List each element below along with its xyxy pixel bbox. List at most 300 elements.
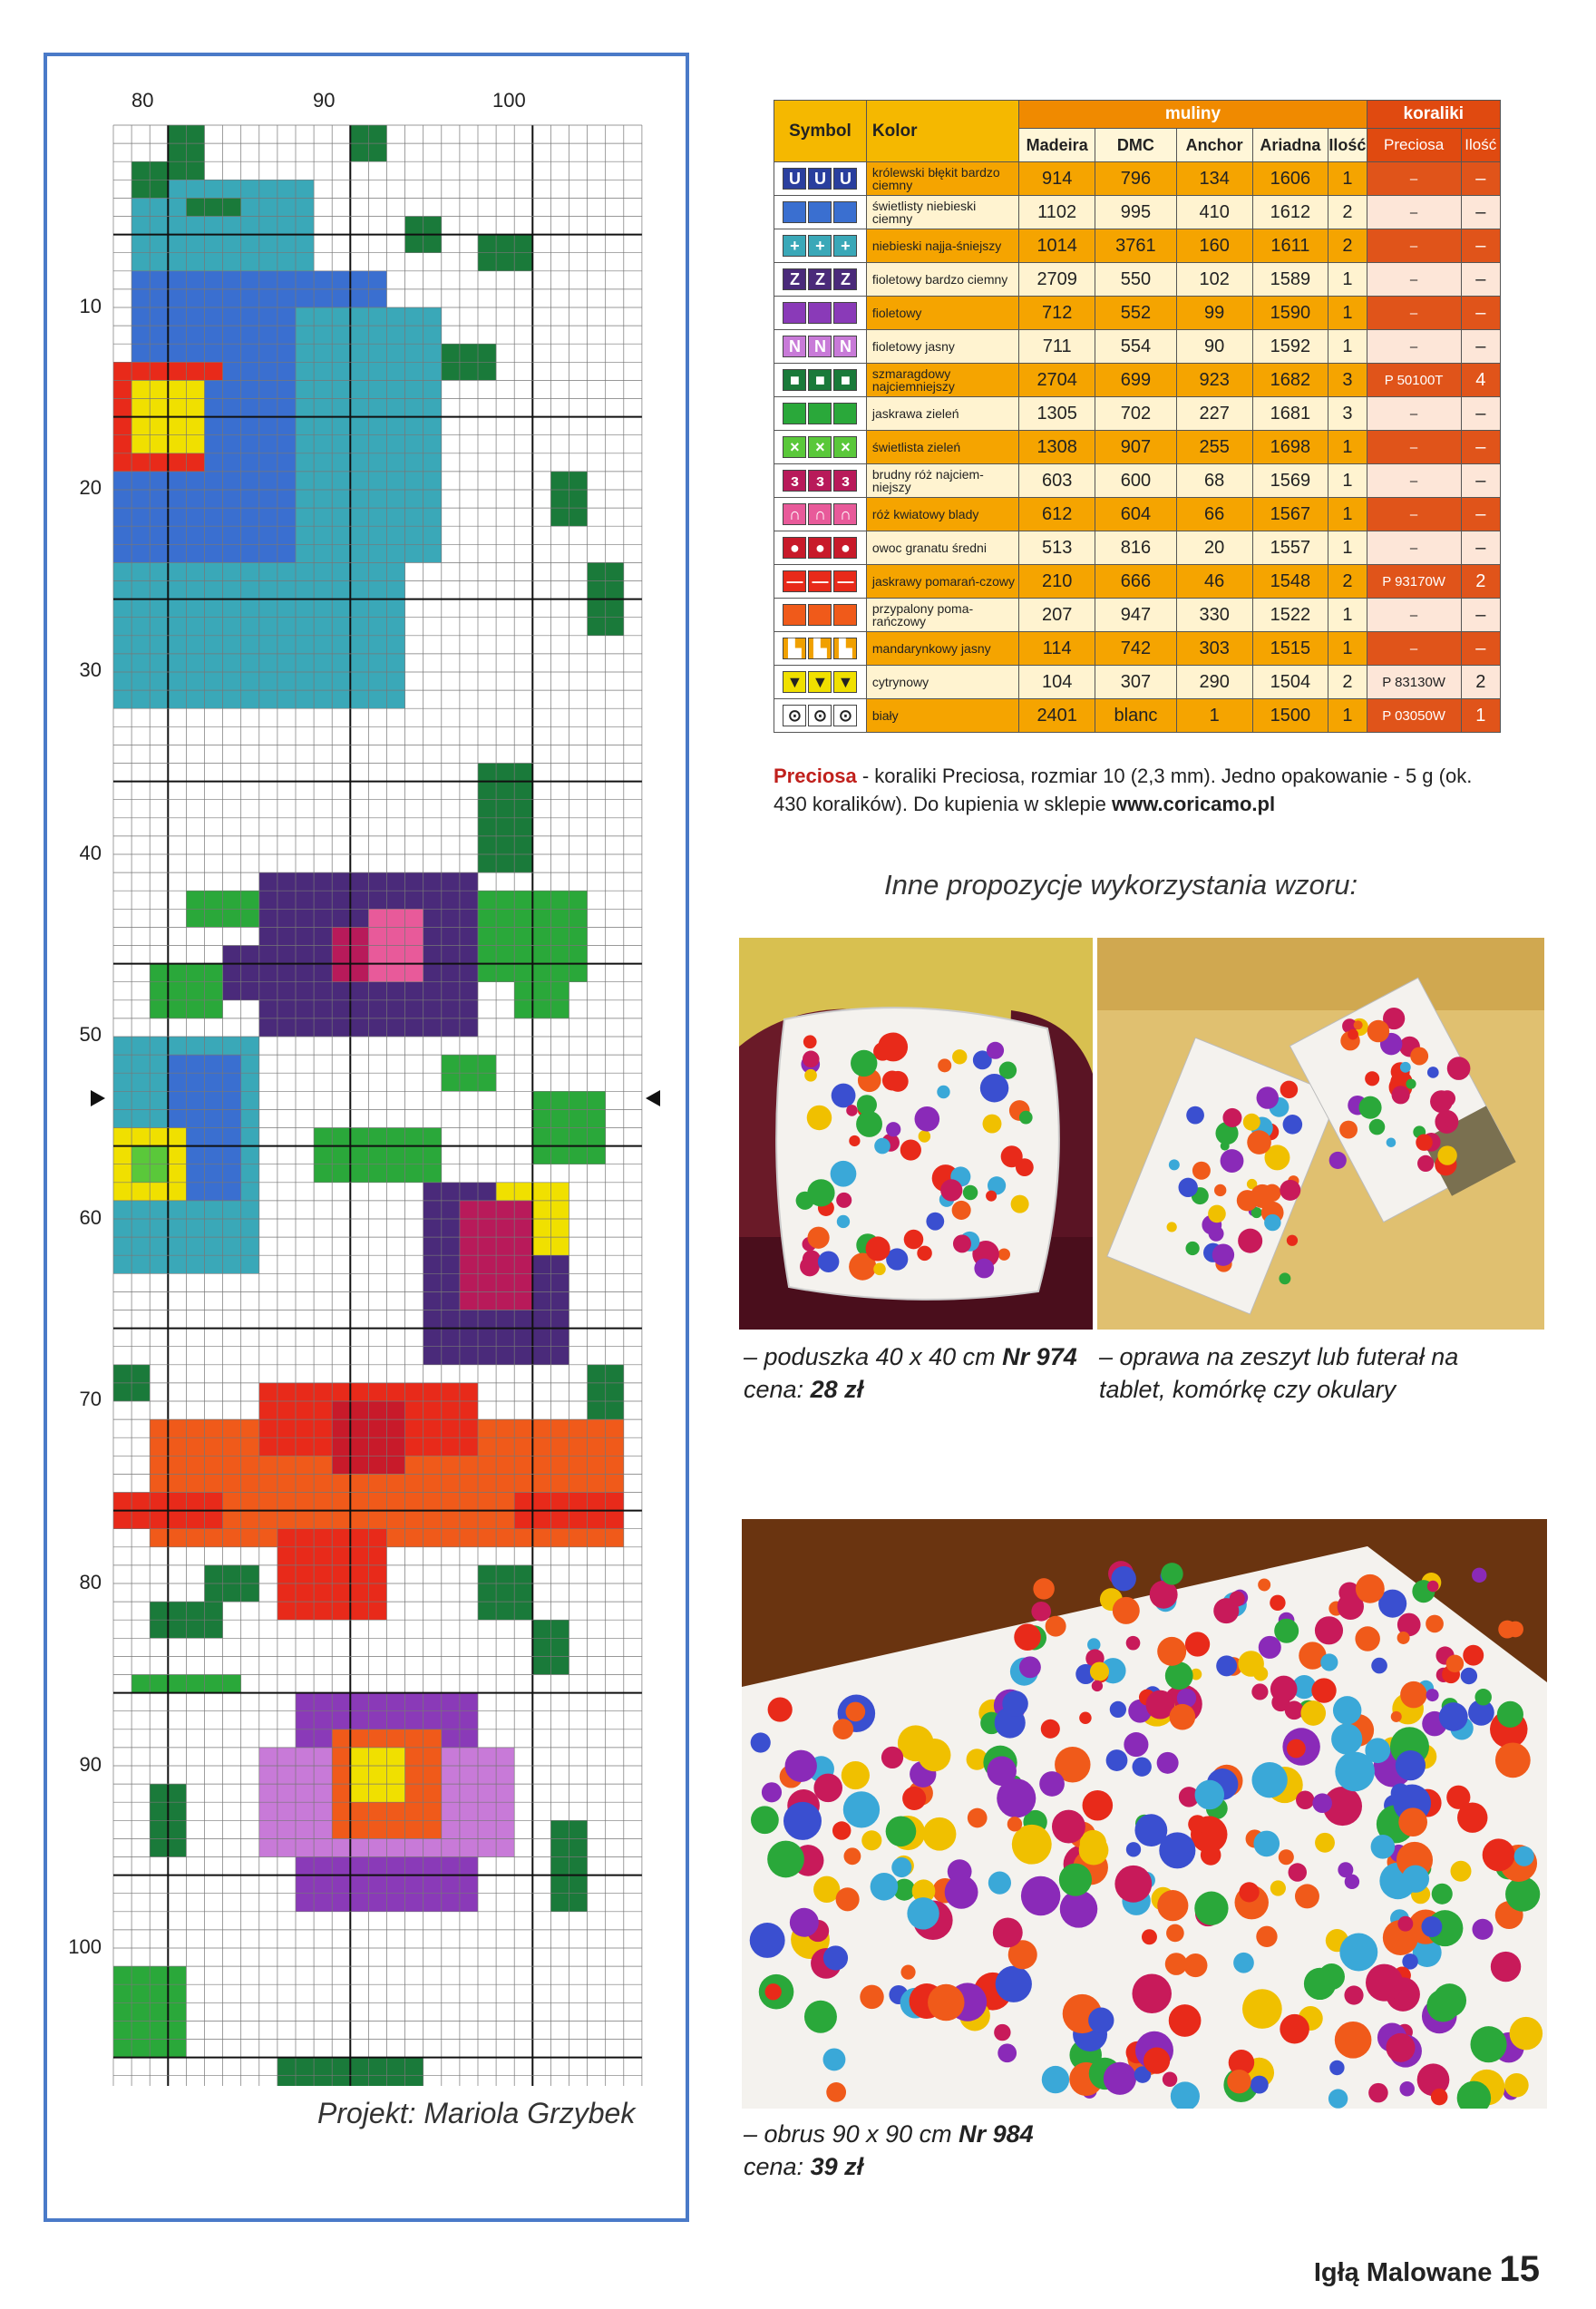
embroidered-flower xyxy=(832,1821,851,1839)
legend-ilosc: 1 xyxy=(1328,498,1367,531)
legend-symbol xyxy=(774,565,867,599)
legend-header-koraliki: koraliki xyxy=(1367,101,1500,129)
legend-ariadna: 1682 xyxy=(1252,364,1328,397)
embroidered-flower xyxy=(988,1872,1011,1895)
embroidered-flower xyxy=(1124,1732,1148,1757)
legend-preciosa: – xyxy=(1367,599,1461,632)
embroidered-flower xyxy=(1461,1668,1477,1684)
legend-ilosc-beads: 4 xyxy=(1461,364,1500,397)
embroidered-flower xyxy=(1315,1616,1343,1644)
embroidered-flower xyxy=(1386,2033,1415,2062)
symbol-swatch xyxy=(833,403,857,424)
embroidered-flower xyxy=(823,1945,848,1970)
embroidered-flower xyxy=(1439,1702,1468,1731)
legend-ariadna: 1589 xyxy=(1252,263,1328,297)
symbol-swatch xyxy=(808,201,832,223)
legend-madeira: 104 xyxy=(1019,666,1095,699)
symbol-swatch: + xyxy=(833,235,857,257)
symbol-swatch xyxy=(783,403,806,424)
embroidered-flower xyxy=(1257,1086,1279,1108)
legend-madeira: 1305 xyxy=(1019,397,1095,431)
embroidered-flower xyxy=(1421,1916,1442,1937)
embroidered-flower xyxy=(1491,1952,1521,1982)
chart-motif-block xyxy=(186,198,240,216)
embroidered-flower xyxy=(1285,1700,1304,1720)
symbol-swatch: U xyxy=(808,168,832,190)
legend-ilosc: 1 xyxy=(1328,297,1367,330)
embroidered-flower xyxy=(1251,1683,1268,1700)
pillow-number: Nr 974 xyxy=(1002,1343,1077,1370)
embroidered-flower xyxy=(1279,1272,1290,1284)
symbol-swatch: × xyxy=(833,436,857,458)
cover-illustration xyxy=(1097,938,1544,1330)
embroidered-flower xyxy=(996,1966,1032,2002)
embroidered-flower xyxy=(807,1179,834,1206)
legend-dmc: 796 xyxy=(1095,162,1177,196)
embroidered-flower xyxy=(1256,1926,1277,1947)
embroidered-flower xyxy=(803,1035,817,1048)
embroidered-flower xyxy=(1287,1739,1306,1759)
row-number: 40 xyxy=(79,842,102,864)
legend-color-name: fioletowy xyxy=(866,297,1018,330)
embroidered-flower xyxy=(1019,1656,1041,1678)
legend-ilosc-beads: – xyxy=(1461,599,1500,632)
embroidered-flower xyxy=(1497,1701,1523,1728)
legend-madeira: 1308 xyxy=(1019,431,1095,464)
embroidered-flower xyxy=(1214,1184,1226,1196)
embroidered-flower xyxy=(851,1050,877,1077)
design-credit: Projekt: Mariola Grzybek xyxy=(317,2097,636,2129)
legend-madeira: 1102 xyxy=(1019,196,1095,229)
embroidered-flower xyxy=(1287,1235,1298,1246)
embroidered-flower xyxy=(952,1201,971,1220)
symbol-swatch: ● xyxy=(833,537,857,559)
embroidered-flower xyxy=(1432,1884,1453,1905)
embroidered-flower xyxy=(1398,1807,1427,1836)
embroidered-flower xyxy=(1247,1130,1271,1154)
note-lead: Preciosa xyxy=(774,765,857,787)
legend-ilosc: 2 xyxy=(1328,229,1367,263)
symbol-swatch: ▼ xyxy=(833,671,857,693)
page-number: 15 xyxy=(1499,2249,1540,2289)
row-number: 20 xyxy=(79,476,102,499)
legend-ilosc: 1 xyxy=(1328,699,1367,733)
pillow-caption xyxy=(744,1340,1077,1406)
symbol-swatch: + xyxy=(783,235,806,257)
embroidered-flower xyxy=(1311,1678,1336,1702)
embroidered-flower xyxy=(1345,1875,1359,1889)
symbol-swatch: ▙ xyxy=(783,638,806,659)
symbol-swatch: ⊙ xyxy=(783,705,806,726)
embroidered-flower xyxy=(1400,1681,1426,1708)
legend-row xyxy=(774,464,1501,498)
legend-ariadna: 1681 xyxy=(1252,397,1328,431)
embroidered-flower xyxy=(1014,1623,1041,1651)
embroidered-flower xyxy=(1157,1752,1179,1774)
embroidered-flower xyxy=(1514,1846,1534,1866)
legend-preciosa: – xyxy=(1367,431,1461,464)
embroidered-flower xyxy=(1195,1780,1225,1810)
thread-legend-table xyxy=(774,100,1501,733)
embroidered-flower xyxy=(846,1702,866,1722)
legend-dmc: 554 xyxy=(1095,330,1177,364)
legend-ariadna: 1569 xyxy=(1252,464,1328,498)
legend-header-preciosa: Preciosa xyxy=(1367,129,1461,162)
embroidered-flower xyxy=(1359,1096,1382,1119)
legend-anchor: 330 xyxy=(1176,599,1252,632)
pillow-photo xyxy=(739,938,1093,1330)
embroidered-flower xyxy=(1463,1645,1484,1666)
embroidered-flower xyxy=(1367,1020,1390,1043)
embroidered-flower xyxy=(1331,1723,1362,1754)
embroidered-flower xyxy=(948,1859,972,1884)
embroidered-flower xyxy=(832,1084,856,1108)
legend-preciosa: P 50100T xyxy=(1367,364,1461,397)
embroidered-flower xyxy=(1233,1953,1254,1973)
embroidered-flower xyxy=(1166,1924,1184,1943)
symbol-swatch: ⊙ xyxy=(808,705,832,726)
embroidered-flower xyxy=(1296,1791,1314,1809)
symbol-swatch xyxy=(833,201,857,223)
legend-color-name: brudny róż najciem-niejszy xyxy=(866,464,1018,498)
legend-preciosa: – xyxy=(1367,632,1461,666)
embroidered-flower xyxy=(768,1697,793,1721)
embroidered-flower xyxy=(902,1787,926,1810)
legend-preciosa: – xyxy=(1367,297,1461,330)
embroidered-flower xyxy=(860,1985,883,2009)
legend-header-ilosc-beads: Ilość xyxy=(1461,129,1500,162)
legend-dmc: 702 xyxy=(1095,397,1177,431)
symbol-swatch: — xyxy=(783,570,806,592)
embroidered-flower xyxy=(846,1105,858,1116)
legend-ariadna: 1548 xyxy=(1252,565,1328,599)
legend-ariadna: 1590 xyxy=(1252,297,1328,330)
tablecloth-price: 39 zł xyxy=(810,2153,864,2180)
tablecloth-caption xyxy=(744,2118,1034,2183)
legend-header-muliny: muliny xyxy=(1019,101,1367,129)
embroidered-flower xyxy=(1426,1689,1439,1701)
embroidered-flower xyxy=(750,1923,785,1958)
embroidered-flower xyxy=(1110,1701,1126,1718)
symbol-swatch: ▼ xyxy=(783,671,806,693)
legend-dmc: 907 xyxy=(1095,431,1177,464)
embroidered-flower xyxy=(1079,1711,1091,1723)
embroidered-flower xyxy=(1208,1205,1226,1223)
embroidered-flower xyxy=(900,1965,915,1980)
embroidered-flower xyxy=(994,2024,1010,2041)
embroidered-flower xyxy=(919,1130,931,1143)
embroidered-flower xyxy=(1237,1190,1258,1211)
cover-caption xyxy=(1099,1340,1458,1406)
legend-color-name: mandarynkowy jasny xyxy=(866,632,1018,666)
legend-row xyxy=(774,431,1501,464)
embroidered-flower xyxy=(1406,1079,1416,1089)
legend-color-name: przypalony poma-rańczowy xyxy=(866,599,1018,632)
legend-ariadna: 1557 xyxy=(1252,531,1328,565)
embroidered-flower xyxy=(826,2082,846,2102)
legend-anchor: 90 xyxy=(1176,330,1252,364)
embroidered-flower xyxy=(1300,1700,1326,1726)
tablecloth-price-label: cena: xyxy=(744,2153,811,2180)
legend-header-symbol: Symbol xyxy=(774,101,867,162)
embroidered-flower xyxy=(1427,1067,1439,1078)
embroidered-flower xyxy=(1143,2048,1170,2074)
embroidered-flower xyxy=(803,1051,820,1068)
embroidered-flower xyxy=(923,1817,957,1851)
legend-ilosc-beads: – xyxy=(1461,431,1500,464)
legend-row xyxy=(774,565,1501,599)
legend-row xyxy=(774,699,1501,733)
legend-symbol xyxy=(774,397,867,431)
legend-ariadna: 1504 xyxy=(1252,666,1328,699)
embroidered-flower xyxy=(1339,1934,1377,1972)
embroidered-flower xyxy=(1239,1882,1259,1902)
legend-symbol xyxy=(774,666,867,699)
embroidered-flower xyxy=(783,1802,822,1840)
legend-row xyxy=(774,196,1501,229)
embroidered-flower xyxy=(1328,2089,1348,2108)
legend-dmc: 307 xyxy=(1095,666,1177,699)
legend-symbol xyxy=(774,229,867,263)
legend-row xyxy=(774,364,1501,397)
legend-row xyxy=(774,632,1501,666)
symbol-swatch: ■ xyxy=(808,369,832,391)
legend-dmc: 550 xyxy=(1095,263,1177,297)
legend-ilosc-beads: 2 xyxy=(1461,565,1500,599)
embroidered-flower xyxy=(873,1263,886,1276)
embroidered-flower xyxy=(1183,1953,1207,1977)
legend-symbol xyxy=(774,599,867,632)
legend-row xyxy=(774,531,1501,565)
legend-symbol xyxy=(774,196,867,229)
embroidered-flower xyxy=(1397,1916,1413,1932)
legend-ilosc: 1 xyxy=(1328,162,1367,196)
legend-anchor: 46 xyxy=(1176,565,1252,599)
embroidered-flower xyxy=(998,2043,1017,2062)
embroidered-flower xyxy=(751,1806,779,1834)
embroidered-flower xyxy=(765,1983,782,2000)
legend-madeira: 712 xyxy=(1019,297,1095,330)
legend-anchor: 20 xyxy=(1176,531,1252,565)
symbol-swatch: ɜ xyxy=(783,470,806,492)
embroidered-flower xyxy=(1427,1581,1439,1593)
embroidered-flower xyxy=(836,1887,860,1911)
embroidered-flower xyxy=(1472,1919,1493,1940)
symbol-swatch xyxy=(808,403,832,424)
embroidered-flower xyxy=(823,2048,846,2070)
legend-dmc: 600 xyxy=(1095,464,1177,498)
embroidered-flower xyxy=(1042,2066,1069,2093)
embroidered-flower xyxy=(1230,1591,1245,1606)
embroidered-flower xyxy=(1179,1178,1198,1197)
legend-ariadna: 1698 xyxy=(1252,431,1328,464)
legend-dmc: 699 xyxy=(1095,364,1177,397)
row-number: 80 xyxy=(79,1571,102,1593)
embroidered-flower xyxy=(1106,1749,1128,1771)
legend-ilosc-beads: – xyxy=(1461,196,1500,229)
embroidered-flower xyxy=(1132,1974,1172,2014)
symbol-swatch: ɜ xyxy=(808,470,832,492)
embroidered-flower xyxy=(1495,1742,1531,1778)
shop-link[interactable]: www.coricamo.pl xyxy=(1111,793,1276,815)
embroidered-flower xyxy=(1083,1790,1114,1821)
embroidered-flower xyxy=(878,1033,904,1059)
symbol-swatch: × xyxy=(808,436,832,458)
legend-row xyxy=(774,666,1501,699)
embroidered-flower xyxy=(953,1234,971,1252)
embroidered-flower xyxy=(832,1719,853,1739)
legend-dmc: 666 xyxy=(1095,565,1177,599)
legend-ilosc-beads: – xyxy=(1461,162,1500,196)
embroidered-flower xyxy=(1366,1964,1403,2002)
legend-anchor: 227 xyxy=(1176,397,1252,431)
embroidered-flower xyxy=(1329,1152,1347,1169)
embroidered-flower xyxy=(861,1830,881,1850)
symbol-swatch: N xyxy=(833,336,857,357)
embroidered-flower xyxy=(1400,1062,1411,1073)
symbol-swatch: — xyxy=(808,570,832,592)
legend-ilosc-beads: 2 xyxy=(1461,666,1500,699)
embroidered-flower xyxy=(1431,2089,1448,2106)
legend-preciosa: – xyxy=(1367,196,1461,229)
embroidered-flower xyxy=(856,1111,882,1137)
embroidered-flower xyxy=(1445,1117,1455,1127)
legend-preciosa: – xyxy=(1367,498,1461,531)
embroidered-flower xyxy=(1157,1890,1188,1921)
embroidered-flower xyxy=(1194,1892,1228,1925)
symbol-swatch: N xyxy=(808,336,832,357)
legend-ilosc-beads: – xyxy=(1461,397,1500,431)
embroidered-flower xyxy=(1472,1568,1486,1583)
embroidered-flower xyxy=(1264,1214,1280,1231)
embroidered-flower xyxy=(886,1816,917,1846)
legend-ilosc: 3 xyxy=(1328,364,1367,397)
embroidered-flower xyxy=(1354,1020,1363,1029)
legend-anchor: 134 xyxy=(1176,162,1252,196)
embroidered-flower xyxy=(968,1808,988,1828)
symbol-swatch: × xyxy=(783,436,806,458)
legend-ariadna: 1567 xyxy=(1252,498,1328,531)
embroidered-flower xyxy=(1080,1830,1106,1856)
embroidered-flower xyxy=(1329,2061,1344,2075)
symbol-swatch: N xyxy=(783,336,806,357)
legend-madeira: 513 xyxy=(1019,531,1095,565)
legend-preciosa: P 83130W xyxy=(1367,666,1461,699)
embroidered-flower xyxy=(804,1069,817,1082)
embroidered-flower xyxy=(807,1227,829,1249)
legend-ilosc-beads: – xyxy=(1461,531,1500,565)
embroidered-flower xyxy=(1450,1861,1471,1882)
embroidered-flower xyxy=(1243,1114,1260,1131)
embroidered-flower xyxy=(1274,1619,1299,1643)
legend-color-name: jaskrawy pomarań-czowy xyxy=(866,565,1018,599)
symbol-swatch: ● xyxy=(808,537,832,559)
embroidered-flower xyxy=(1052,1810,1085,1844)
note-text: - koraliki Preciosa, rozmiar 10 (2,3 mm). Jedno opakowanie - 5 g (ok. 430 koralików). Do kupienia w sklepie xyxy=(774,765,1473,815)
embroidered-flower xyxy=(1507,1622,1523,1638)
embroidered-flower xyxy=(914,1106,939,1132)
embroidered-flower xyxy=(790,1908,819,1937)
legend-ilosc-beads: 1 xyxy=(1461,699,1500,733)
embroidered-flower xyxy=(1186,1106,1204,1125)
embroidered-flower xyxy=(785,1750,817,1782)
symbol-swatch: + xyxy=(808,235,832,257)
legend-ariadna: 1606 xyxy=(1252,162,1328,196)
symbol-swatch: U xyxy=(833,168,857,190)
embroidered-flower xyxy=(1396,1750,1426,1780)
embroidered-flower xyxy=(1447,1057,1471,1080)
symbol-swatch: ▼ xyxy=(808,671,832,693)
legend-madeira: 711 xyxy=(1019,330,1095,364)
embroidered-flower xyxy=(1088,2008,1114,2033)
legend-color-name: królewski błękit bardzo ciemny xyxy=(866,162,1018,196)
embroidered-flower xyxy=(1416,1134,1432,1150)
legend-color-name: fioletowy bardzo ciemny xyxy=(866,263,1018,297)
legend-ilosc-beads: – xyxy=(1461,229,1500,263)
embroidered-flower xyxy=(1212,1243,1234,1265)
legend-row xyxy=(774,397,1501,431)
legend-ilosc: 3 xyxy=(1328,397,1367,431)
legend-anchor: 290 xyxy=(1176,666,1252,699)
legend-color-name: świetlista zieleń xyxy=(866,431,1018,464)
legend-dmc: 995 xyxy=(1095,196,1177,229)
embroidered-flower xyxy=(1368,2083,1388,2103)
embroidered-flower xyxy=(1167,1222,1177,1232)
chart-motif-block xyxy=(314,1128,442,1183)
embroidered-flower xyxy=(843,1791,880,1827)
legend-ilosc-beads: – xyxy=(1461,297,1500,330)
legend-anchor: 68 xyxy=(1176,464,1252,498)
legend-ariadna: 1522 xyxy=(1252,599,1328,632)
embroidered-flower xyxy=(1227,2070,1251,2093)
legend-symbol xyxy=(774,498,867,531)
embroidered-flower xyxy=(952,1049,967,1064)
legend-row xyxy=(774,330,1501,364)
legend-ilosc: 1 xyxy=(1328,431,1367,464)
legend-ilosc: 2 xyxy=(1328,666,1367,699)
embroidered-flower xyxy=(1221,1149,1244,1173)
legend-ilosc: 2 xyxy=(1328,196,1367,229)
legend-madeira: 114 xyxy=(1019,632,1095,666)
legend-anchor: 102 xyxy=(1176,263,1252,297)
legend-anchor: 160 xyxy=(1176,229,1252,263)
embroidered-flower xyxy=(1019,1111,1033,1125)
embroidered-flower xyxy=(891,1857,911,1877)
embroidered-flower xyxy=(1335,1752,1375,1792)
legend-color-name: róż kwiatowy blady xyxy=(866,498,1018,531)
embroidered-flower xyxy=(1163,2072,1178,2088)
legend-dmc: 3761 xyxy=(1095,229,1177,263)
embroidered-flower xyxy=(849,1135,860,1146)
embroidered-flower xyxy=(917,1246,932,1262)
embroidered-flower xyxy=(767,1841,804,1878)
legend-ilosc: 1 xyxy=(1328,531,1367,565)
embroidered-flower xyxy=(1221,1142,1230,1151)
symbol-swatch: Z xyxy=(783,268,806,290)
embroidered-flower xyxy=(900,1139,921,1160)
embroidered-flower xyxy=(1031,1602,1051,1622)
pillow-price-label: cena: xyxy=(744,1376,811,1403)
embroidered-flower xyxy=(986,1191,997,1202)
embroidered-flower xyxy=(998,1248,1010,1260)
embroidered-flower xyxy=(1483,1838,1515,1871)
legend-anchor: 99 xyxy=(1176,297,1252,330)
legend-madeira: 207 xyxy=(1019,599,1095,632)
row-number: 100 xyxy=(68,1935,102,1958)
embroidered-flower xyxy=(800,1257,820,1277)
embroidered-flower xyxy=(1426,1615,1444,1633)
embroidered-flower xyxy=(963,1185,978,1201)
